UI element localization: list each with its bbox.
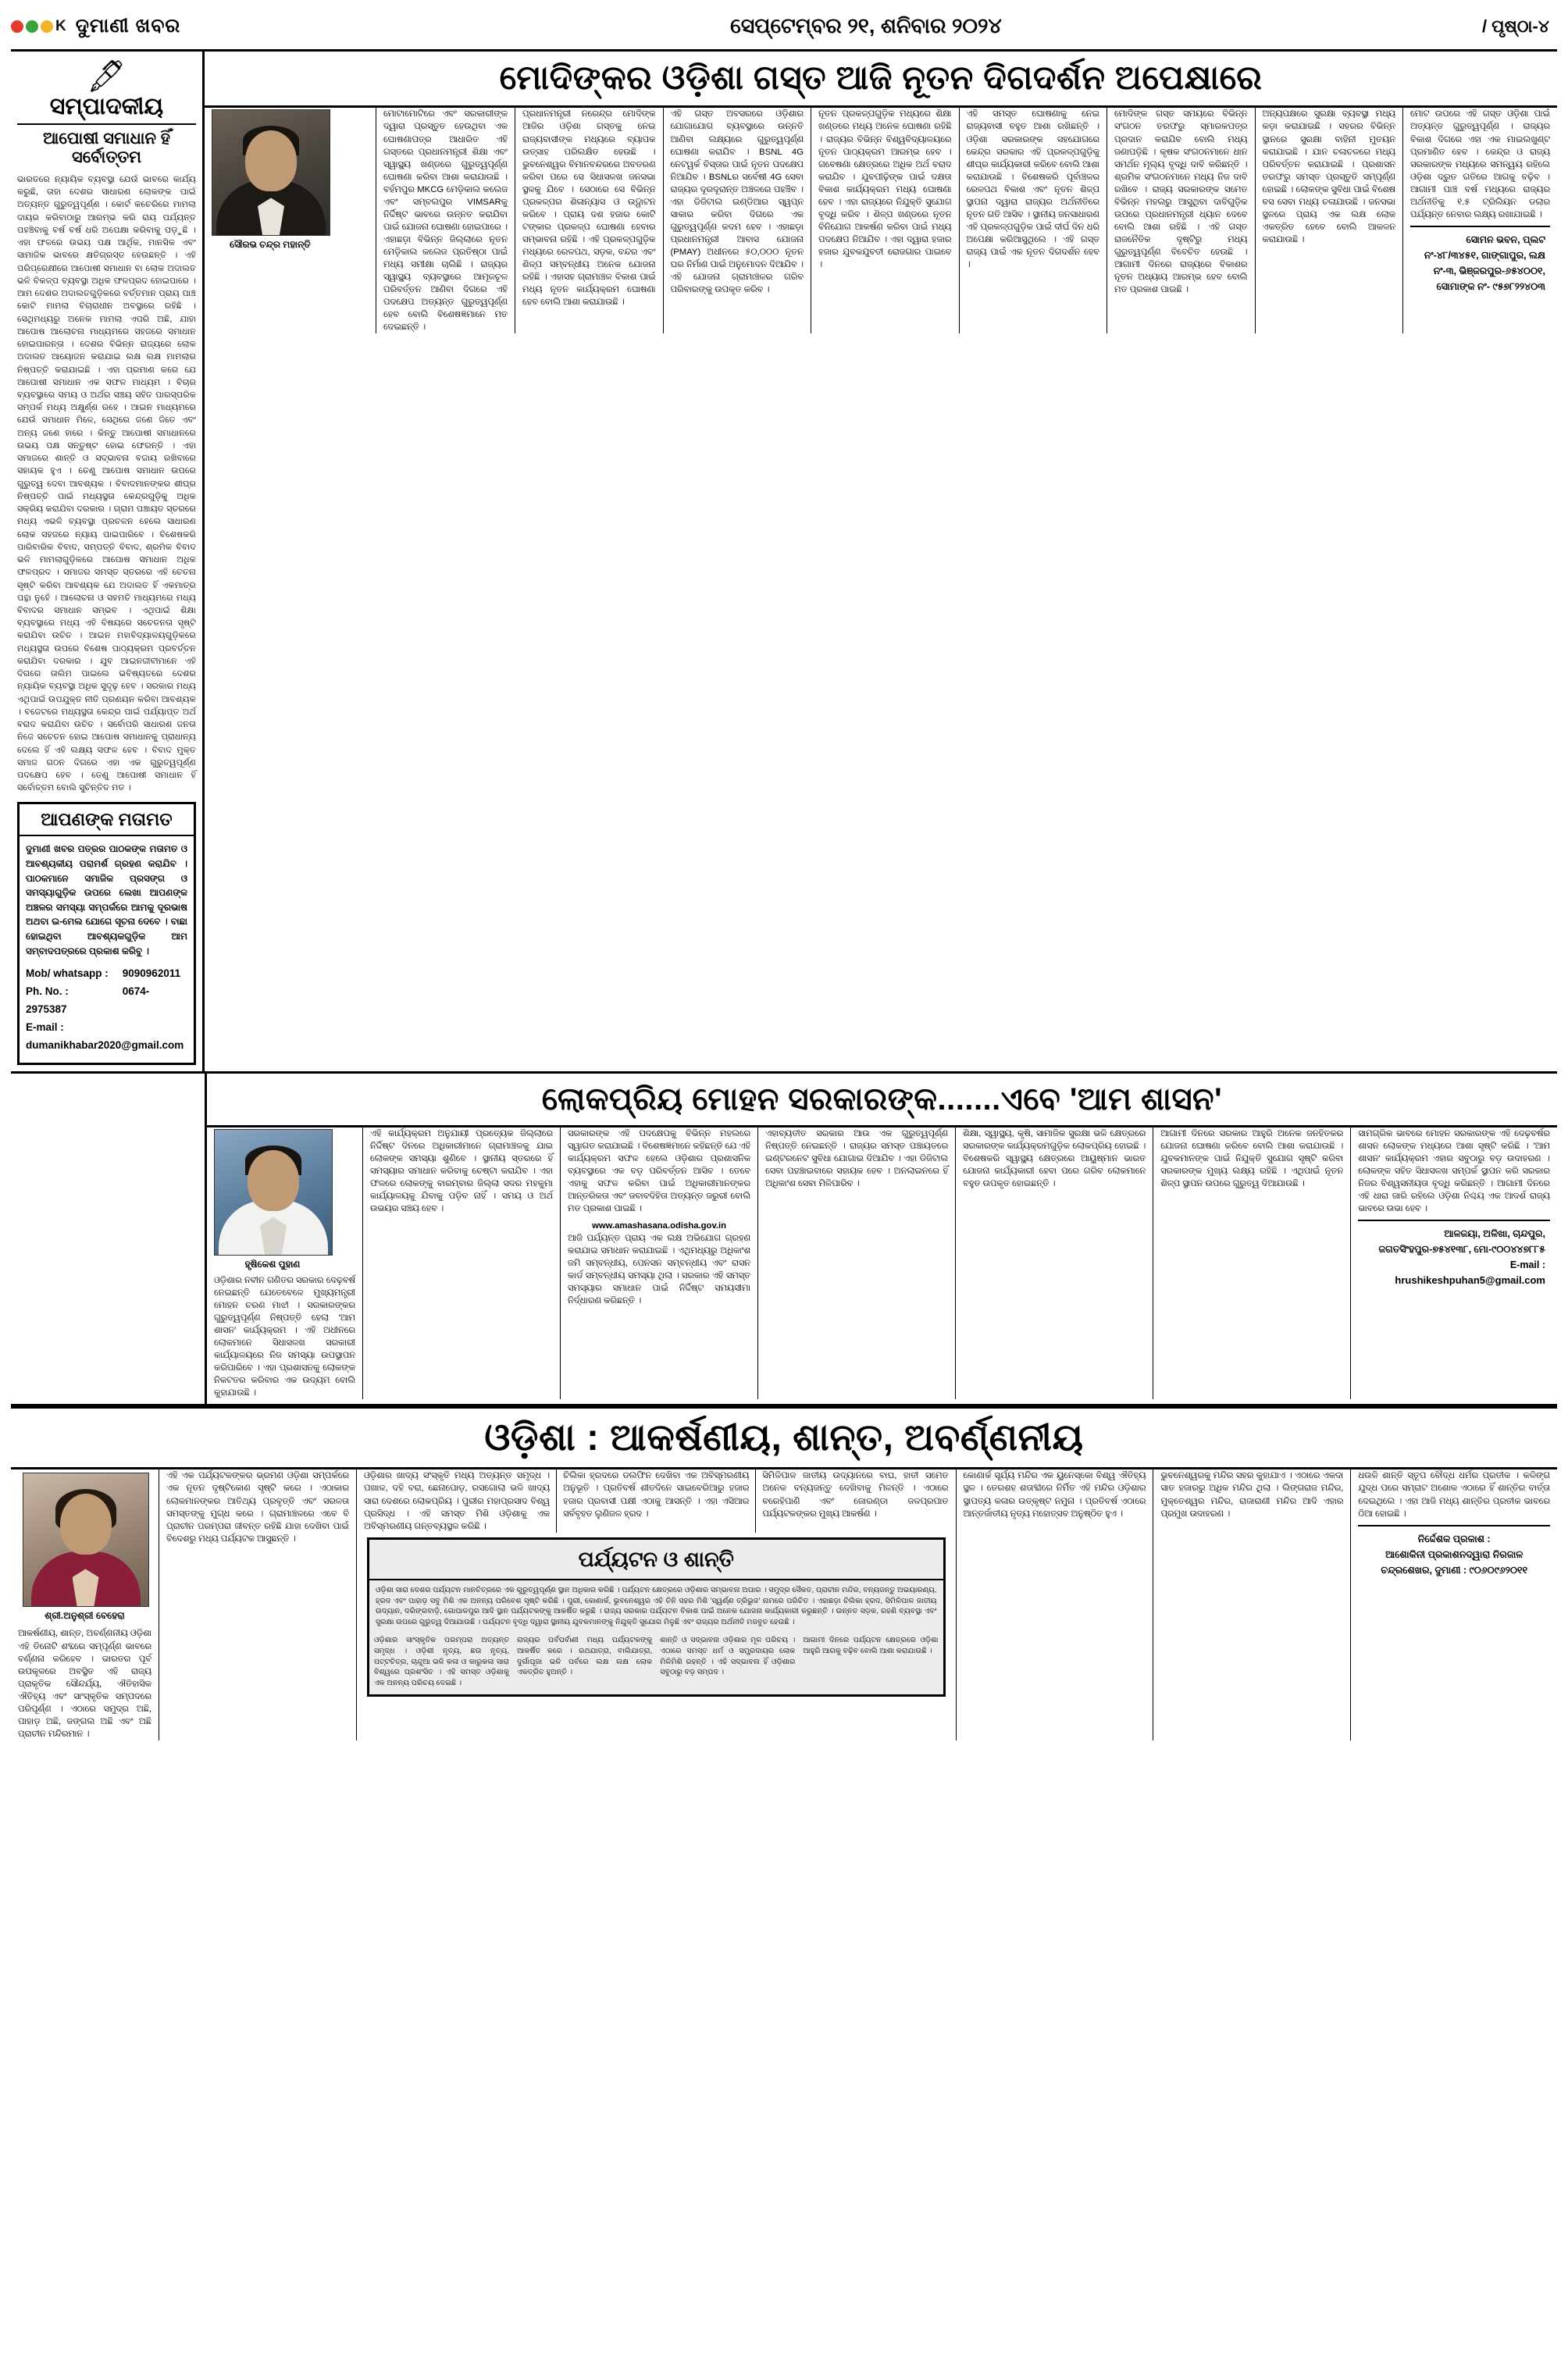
author-photo-anusree	[23, 1473, 149, 1607]
contact-row	[26, 1019, 187, 1055]
article-column: ଏହାବ୍ୟତୀତ ସରକାର ଆଉ ଏକ ଗୁରୁତ୍ୱପୂର୍ଣ୍ଣ ନିଷ୍ପତ୍ତି ନେଇଛନ୍ତି । ରାଜ୍ୟର ସମସ୍ତ ପଞ୍ଚାୟତରେ ଇଣ୍ଟରନେଟ ସୁବିଧା ଯୋଗାଇ ଦିଆଯିବ । ଏହା ଡିଜିଟାଲ ସେବା ପହଞ୍ଚାଇବାରେ ସହାୟକ ହେବ । ଅନଲାଇନରେ ହିଁ ଅଧିକାଂଶ ସେବା ମିଳିପାରିବ ।	[758, 1127, 956, 1399]
photo-caption: ହୃଷିକେଶ ପୁହାଣ	[244, 1258, 301, 1270]
article-column: ମୋଦିଙ୍କ ଗସ୍ତ ସମୟରେ ବିଭିନ୍ନ ସଂଗଠନ ତରଫରୁ ସ୍ମାରକପତ୍ର ପ୍ରଦାନ କରାଯିବ ବୋଲି ମଧ୍ୟ ଜଣାପଡ଼ିଛି । କୃଷକ ସଂଗଠନମାନେ ଧାନ ସମର୍ଥନ ମୂଲ୍ୟ ବୃଦ୍ଧି ଦାବି କରିଛନ୍ତି । ଶ୍ରମିକ ସଂଗଠନମାନେ ମଧ୍ୟ ନିଜ ଦାବି ରଖିବେ । ରାଜ୍ୟ ସରକାରଙ୍କ ସମେତ ବିଭିନ୍ନ ମହଲରୁ ଆସୁଥିବା ଦାବିଗୁଡ଼ିକ ଉପରେ ପ୍ରଧାନମନ୍ତ୍ରୀ ଧ୍ୟାନ ଦେବେ ବୋଲି ଆଶା ରହିଛି । ଏହି ଗସ୍ତ ରାଜନୈତିକ ଦୃଷ୍ଟିରୁ ମଧ୍ୟ ଗୁରୁତ୍ୱପୂର୍ଣ୍ଣ ବିବେଚିତ ହେଉଛି । ଆଗାମୀ ଦିନରେ ରାଜ୍ୟରେ ବିକାଶର ନୂତନ ଅଧ୍ୟାୟ ଆରମ୍ଭ ହେବ ବୋଲି ମତ ପ୍ରକାଶ ପାଇଛି ।	[1107, 108, 1256, 333]
article-column-group	[357, 1469, 957, 1740]
article-columns	[205, 108, 1557, 333]
author-email[interactable]: hrushikeshpuhan5@gmail.com	[1395, 1274, 1545, 1287]
contact-label: Ph. No. :	[26, 985, 69, 998]
tourism-box-column: ଓଡ଼ିଶାର ସାଂସ୍କୃତିକ ପରମ୍ପରା ଅତ୍ୟନ୍ତ ସମୃଦ୍ଧ । ଓଡ଼ିଶୀ ନୃତ୍ୟ, ଛଉ ନୃତ୍ୟ, ପଟ୍ଟଚିତ୍ର, ଚାନ୍ଦୁଆ ଭଳି କଳା ଓ କାରୁକଳା ସାରା ବିଶ୍ୱରେ ପ୍ରଶଂସିତ । ଏହି ସମସ୍ତ ଓଡ଼ିଶାକୁ ଏକ ଅନନ୍ୟ ପରିଚୟ ଦେଇଛି ।	[373, 1636, 510, 1687]
contact-label: E-mail :	[26, 1021, 64, 1034]
article-odisha	[11, 1469, 1557, 1740]
article-headline: ମୋଦିଙ୍କର ଓଡ଼ିଶା ଗସ୍ତ ଆଜି ନୂତନ ଦିଗଦର୍ଶନ ଅପେକ୍ଷାରେ	[499, 59, 1263, 97]
article-column: ସିମିଳିପାଳ ଜାତୀୟ ଉଦ୍ୟାନରେ ବାଘ, ହାତୀ ସମେତ ଅନେକ ବନ୍ୟଜନ୍ତୁ ଦେଖିବାକୁ ମିଳନ୍ତି । ଏଠାରେ ବରେହିପାଣି ଏବଂ ଜୋରଣ୍ଡା ଜଳପ୍ରପାତ ପର୍ଯ୍ୟଟକଙ୍କର ମୁଖ୍ୟ ଆକର୍ଷଣ ।	[762, 1471, 949, 1519]
article-mohan-sarkar	[207, 1074, 1557, 1404]
author-photo-block	[214, 1129, 331, 1271]
article-column: ଏହି ସମସ୍ତ ଘୋଷଣାକୁ ନେଇ ରାଜ୍ୟବାସୀ ବହୁତ ଆଶା ରଖିଛନ୍ତି । ଓଡ଼ିଶା ସରକାରଙ୍କ ସହଯୋଗରେ କେନ୍ଦ୍ର ସରକାର ଏହି ପ୍ରକଳ୍ପଗୁଡ଼ିକୁ ଶୀଘ୍ର କାର୍ଯ୍ୟକାରୀ କରିବେ ବୋଲି ଆଶା କରାଯାଉଛି । ବିଶେଷକରି ପୂର୍ବାଞ୍ଚଳର ରେଳପଥ ବିକାଶ ଏବଂ ନୂତନ ଶିଳ୍ପ ସ୍ଥାପନା ଦ୍ୱାରା ରାଜ୍ୟର ଅର୍ଥନୀତିରେ ନୂତନ ଗତି ଆସିବ । ସ୍ଥାନୀୟ ଜନସାଧାରଣ ଏହି ପ୍ରକଳ୍ପଗୁଡ଼ିକ ପାଇଁ ଦୀର୍ଘ ଦିନ ଧରି ଅପେକ୍ଷା କରିଆସୁଥିଲେ । ଏହି ଗସ୍ତ ରାଜ୍ୟ ପାଇଁ ଏକ ନୂତନ ଦିଗଦର୍ଶନ ହେବ ।	[960, 108, 1108, 333]
author-photo-block	[212, 109, 329, 251]
author-address	[1358, 1220, 1550, 1295]
contact-value[interactable]: 0674-2975387	[26, 985, 150, 1016]
article-column-text: ସାମଗ୍ରିକ ଭାବରେ ମୋହନ ସରକାରଙ୍କ ଏହି ଦେଢ଼ବର୍ଷର ଶାସନ ଲୋକଙ୍କ ମଧ୍ୟରେ ଆଶା ସୃଷ୍ଟି କରିଛି । 'ଆମ ଶାସନ' କାର୍ଯ୍ୟକ୍ରମ ଏହାର ସବୁଠାରୁ ବଡ଼ ଉଦାହରଣ । ଲୋକଙ୍କ ସହିତ ସିଧାସଳଖ ସମ୍ପର୍କ ସ୍ଥାପନ କରି ସରକାର ନିଜର ବିଶ୍ୱସନୀୟତା ବୃଦ୍ଧି କରିଛନ୍ତି । ଆଗାମୀ ଦିନରେ ଏହି ଧାରା ଜାରି ରହିଲେ ଓଡ଼ିଶା ନିଶ୍ଚୟ ଏକ ଆଦର୍ଶ ରାଜ୍ୟ ଭାବରେ ଉଭା ହେବ ।	[1358, 1128, 1550, 1214]
contact-value[interactable]: 9090962011	[122, 967, 181, 980]
editorial-column	[11, 52, 205, 1071]
article-column	[207, 1127, 363, 1399]
publisher-info	[1358, 1525, 1550, 1584]
tourism-box-column: ରାଜ୍ୟର ପର୍ବପର୍ବାଣୀ ମଧ୍ୟ ପର୍ଯ୍ୟଟକଙ୍କୁ ଆକର୍ଷିତ କରେ । ରଥଯାତ୍ରା, ବାଲିଯାତ୍ରା, ଦୁର୍ଗାପୂଜା ଭଳି ପର୍ବରେ ଲକ୍ଷ ଲକ୍ଷ ଲୋକ ଏକତ୍ରିତ ହୁଅନ୍ତି ।	[517, 1636, 653, 1677]
article-column: ଏହି କାର୍ଯ୍ୟକ୍ରମ ଅନୁଯାୟୀ ପ୍ରତ୍ୟେକ ଜିଲ୍ଲାରେ ନିର୍ଦ୍ଦିଷ୍ଟ ଦିନରେ ଅଧିକାରୀମାନେ ଗ୍ରାମାଞ୍ଚଳକୁ ଯାଇ ଲୋକଙ୍କ ସମସ୍ୟା ଶୁଣିବେ । ସ୍ଥାନୀୟ ସ୍ତରରେ ହିଁ ସମସ୍ୟାର ସମାଧାନ କରିବାକୁ ଚେଷ୍ଟା କରାଯିବ । ଏହା ଫଳରେ ଲୋକଙ୍କୁ ବାରମ୍ବାର ଜିଲ୍ଲା ସଦର ମହକୁମା କାର୍ଯ୍ୟାଳୟକୁ ଯିବାକୁ ପଡ଼ିବ ନାହିଁ । ସମୟ ଓ ଅର୍ଥ ଉଭୟର ସଞ୍ଚୟ ହେବ ।	[363, 1127, 561, 1399]
article-column	[1351, 1469, 1557, 1740]
article-column-text: ଆଜି ପର୍ଯ୍ୟନ୍ତ ପ୍ରାୟ ଏକ ଲକ୍ଷ ଅଭିଯୋଗ ଗ୍ରହଣ କରାଯାଇ ସମାଧାନ କରାଯାଇଛି । ଏଥିମଧ୍ୟରୁ ଅଧିକାଂଶ ଜମି ସମ୍ବନ୍ଧୀୟ, ପେନସନ ସମ୍ବନ୍ଧୀୟ ଏବଂ ରାସନ କାର୍ଡ ସମ୍ବନ୍ଧୀୟ ସମସ୍ୟା ଥିଲା । ସରକାର ଏହି ସମସ୍ତ ସମସ୍ୟାର ସମାଧାନ ପାଇଁ ନିର୍ଦ୍ଦିଷ୍ଟ ସମୟସୀମା ନିର୍ଦ୍ଧାରଣ କରିଛନ୍ତି ।	[568, 1234, 751, 1306]
author-photo-block	[23, 1473, 148, 1623]
article-column: ଏହି ଏକ ପର୍ଯ୍ୟଟକଙ୍କର ଭ୍ରମଣ ଓଡ଼ିଶା ସମ୍ପର୍କରେ ଏକ ନୂତନ ଦୃଷ୍ଟିକୋଣ ସୃଷ୍ଟି କରେ । ଏଠାକାର ଲୋକମାନଙ୍କର ଆତିଥ୍ୟ ପ୍ରବୃତ୍ତି ଏବଂ ସରଳତା ସମସ୍ତଙ୍କୁ ମୁଗ୍ଧ କରେ । ଗ୍ରାମାଞ୍ଚଳରେ ଏବେ ବି ପ୍ରାଚୀନ ପରମ୍ପରା ଜୀବନ୍ତ ରହିଛି ଯାହା ଦେଖିବା ପାଇଁ ବିଦେଶରୁ ମଧ୍ୟ ପର୍ଯ୍ୟଟକ ଆସୁଛନ୍ତି ।	[159, 1469, 357, 1740]
photo-caption: ଶ୍ରୀ.ଅନୁଶ୍ରୀ ବେହେରା	[45, 1610, 125, 1622]
article-column: ପ୍ରଧାନମନ୍ତ୍ରୀ ନରେନ୍ଦ୍ର ମୋଦିଙ୍କ ଆଜିର ଓଡ଼ିଶା ଗସ୍ତକୁ ନେଇ ରାଜ୍ୟବାସୀଙ୍କ ମଧ୍ୟରେ ବ୍ୟାପକ ଉତ୍ସାହ ପରିଲକ୍ଷିତ ହେଉଛି । ଭୁବନେଶ୍ୱର ବିମାନବନ୍ଦରରେ ଅବତରଣ କରିବା ପରେ ସେ ସିଧାସଳଖ ଜନସଭା ସ୍ଥଳକୁ ଯିବେ । ସେଠାରେ ସେ ବିଭିନ୍ନ ପ୍ରକଳ୍ପର ଶିଳାନ୍ୟାସ ଓ ଉଦ୍ଘାଟନ କରିବେ । ପ୍ରାୟ ଦଶ ହଜାର କୋଟି ଟଙ୍କାର ପ୍ରକଳ୍ପ ଘୋଷଣା ହେବାର ସମ୍ଭାବନା ରହିଛି । ଏହି ପ୍ରକଳ୍ପଗୁଡ଼ିକ ମଧ୍ୟରେ ରେଳପଥ, ସଡ଼କ, ବନ୍ଦର ଏବଂ ଶିଳ୍ପ ସମ୍ବନ୍ଧୀୟ ଅନେକ ଯୋଜନା ରହିଛି । ଏହାସହ ଗ୍ରାମାଞ୍ଚଳ ବିକାଶ ପାଇଁ ମଧ୍ୟ ନୂତନ କାର୍ଯ୍ୟକ୍ରମ ଘୋଷଣା ହେବ ବୋଲି ଆଶା କରାଯାଉଛି ।	[515, 108, 664, 333]
article-column-text: ଓଡ଼ିଶାର ନବୀନ ଗଣିତର ସରକାର ଦେଢ଼ବର୍ଷ ନେଇଛନ୍ତି ଯେତେବେଳେ ମୁଖ୍ୟମନ୍ତ୍ରୀ ମୋହନ ଚରଣ ମାଝୀ । ସରକାରଙ୍କର ଗୁରୁତ୍ୱପୂର୍ଣ୍ଣ ନିଷ୍ପତ୍ତି ହେଲା 'ଆମ ଶାସନ' କାର୍ଯ୍ୟକ୍ରମ । ଏହି ଅଧୀନରେ ଲୋକମାନେ ସିଧାସଳଖ ସରକାରୀ କାର୍ଯ୍ୟାଳୟରେ ନିଜ ସମସ୍ୟା ଉପସ୍ଥାପନ କରିପାରିବେ । ଏହା ପ୍ରଶାସନକୁ ଲୋକଙ୍କ ନିକଟତର କରିବାର ଏକ ଉଦ୍ୟମ ବୋଲି କୁହାଯାଉଛି ।	[214, 1275, 355, 1398]
tourism-box-title: ପର୍ଯ୍ୟଟନ ଓ ଶାନ୍ତି	[369, 1540, 943, 1580]
article-column: ଚିଲିକା ହ୍ରଦରେ ଡଲଫିନ ଦେଖିବା ଏକ ଅବିସ୍ମରଣୀୟ ଅନୁଭୂତି । ପ୍ରତିବର୍ଷ ଶୀତଦିନେ ସାଇବେରିଆରୁ ହଜାର ହଜାର ପ୍ରବାସୀ ପକ୍ଷୀ ଏଠାକୁ ଆସନ୍ତି । ଏହା ଏସିଆର ସର୍ବବୃହତ ଲୁଣିଜଳ ହ୍ରଦ ।	[557, 1469, 756, 1532]
article-columns	[207, 1127, 1557, 1399]
author-photo-hrushikesh	[214, 1129, 333, 1256]
article-column	[11, 1469, 159, 1740]
article-headline: ଲୋକପ୍ରିୟ ମୋହନ ସରକାରଙ୍କ.......ଏବେ 'ଆମ ଶାସନ'	[541, 1081, 1223, 1117]
author-address-text: ଆଳଜୟା, ଅଳିଖା, ଚାନ୍ଦପୁର, ଜଗତସିଂହପୁର-୭୫୪୧୩୮, ମୋ-୯୦୦୪୪୭୮୮୫	[1378, 1228, 1545, 1256]
editorial-subtitle: ଆପୋଷୀ ସମାଧାନ ହିଁ ସର୍ବୋତ୍ତମ	[43, 130, 170, 166]
tourism-box-column: ଶାନ୍ତି ଓ ସଦ୍ଭାବନା ଓଡ଼ିଶାର ମୂଳ ପରିଚୟ । ଏଠାରେ ସମସ୍ତ ଧର୍ମ ଓ ସମ୍ପ୍ରଦାୟର ଲୋକ ମିଳିମିଶି ରହନ୍ତି । ଏହି ସଦ୍ଭାବନା ହିଁ ଓଡ଼ିଶାର ସବୁଠାରୁ ବଡ଼ ସମ୍ପଦ ।	[660, 1636, 796, 1677]
website-link[interactable]: www.amashasana.odisha.gov.in	[592, 1221, 727, 1231]
section-bottom	[11, 1406, 1557, 1740]
section-middle-left-gutter	[11, 1074, 207, 1404]
editorial-title: ସମ୍ପାଦକୀୟ	[17, 94, 196, 125]
email-label: E-mail :	[1509, 1259, 1545, 1271]
publisher-name: ଆଶୋକିନୀ ପ୍ରକାଶନଦ୍ୱାରା ନିରଜାଳ ଚନ୍ଦ୍ରଶେଖର, ଦୁମାଣୀ : ୯୦୬୦୯୬୨୦୧୧	[1381, 1548, 1528, 1576]
article-column-text: ସରକାରଙ୍କ ଏହି ପଦକ୍ଷେପକୁ ବିଭିନ୍ନ ମହଲରେ ସ୍ୱାଗତ କରାଯାଇଛି । ବିଶେଷଜ୍ଞମାନେ କହିଛନ୍ତି ଯେ ଏହି କାର୍ଯ୍ୟକ୍ରମ ସଫଳ ହେଲେ ଓଡ଼ିଶାର ପ୍ରଶାସନିକ ବ୍ୟବସ୍ଥାରେ ଏକ ବଡ଼ ପରିବର୍ତ୍ତନ ଆସିବ । ତେବେ ଏହାକୁ ସଫଳ କରିବା ପାଇଁ ଅଧିକାରୀମାନଙ୍କର ଆନ୍ତରିକତା ଏବଂ ଜବାବଦିହିତା ଅତ୍ୟନ୍ତ ଜରୁରୀ ବୋଲି ମତ ପ୍ରକାଶ ପାଇଛି ।	[568, 1128, 751, 1214]
article-headline: ଓଡ଼ିଶା : ଆକର୍ଷଣୀୟ, ଶାନ୍ତ, ଅବର୍ଣ୍ଣନୀୟ	[484, 1417, 1084, 1459]
paper-name: ଦୁମାଣୀ ଖବର	[75, 15, 181, 37]
tourism-box-body: ଓଡ଼ିଶା ସାରା ଦେଶର ପର୍ଯ୍ୟଟନ ମାନଚିତ୍ରରେ ଏକ ଗୁରୁତ୍ୱପୂର୍ଣ୍ଣ ସ୍ଥାନ ଅଧିକାର କରିଛି । ପର୍ଯ୍ୟଟନ କ୍ଷେତ୍ରରେ ଓଡ଼ିଶାର ସମ୍ଭାବନା ଅପାର । ସମୁଦ୍ର ସୈକତ, ପ୍ରାଚୀନ ମନ୍ଦିର, ବନ୍ୟଜନ୍ତୁ ଅଭୟାରଣ୍ୟ, ହ୍ରଦ ଏବଂ ପାହାଡ଼ ସବୁ ମିଶି ଏକ ଅନନ୍ୟ ପରିବେଶ ସୃଷ୍ଟି କରିଛି । ପୁରୀ, କୋଣାର୍କ, ଭୁବନେଶ୍ୱର ଏହି ତିନି ସହର ମିଶି 'ସ୍ୱର୍ଣ୍ଣ ତ୍ରିଭୁଜ' ନାମରେ ପରିଚିତ । ଏହାଛଡ଼ା ଚିଲିକା ହ୍ରଦ, ସିମିଳିପାଳ ଜାତୀୟ ଉଦ୍ୟାନ, ଦରିଙ୍ଗବାଡ଼ି, ଗୋପାଳପୁର ଆଦି ସ୍ଥାନ ପର୍ଯ୍ୟଟକଙ୍କୁ ଆକର୍ଷିତ କରୁଛି । ରାଜ୍ୟ ସରକାର ପର୍ଯ୍ୟଟନ ବିକାଶ ପାଇଁ ଅନେକ ଯୋଜନା କାର୍ଯ୍ୟକାରୀ କରୁଛନ୍ତି । ଉନ୍ନତ ସଡ଼କ, ରହଣି ବ୍ୟବସ୍ଥା ଏବଂ ସୁରକ୍ଷା ଉପରେ ଗୁରୁତ୍ୱ ଦିଆଯାଉଛି । ପର୍ଯ୍ୟଟନ ବୃଦ୍ଧି ଦ୍ୱାରା ସ୍ଥାନୀୟ ଯୁବକମାନଙ୍କୁ ନିଯୁକ୍ତି ସୁଯୋଗ ମିଳୁଛି ଏବଂ ରାଜ୍ୟର ଅର୍ଥନୀତି ମଜବୁତ ହେଉଛି ।	[375, 1585, 937, 1626]
section-middle	[11, 1074, 1557, 1406]
masthead-left	[11, 15, 417, 37]
contact-value[interactable]: dumanikhabar2020@gmail.com	[26, 1038, 184, 1051]
tourism-sidebar-box	[367, 1537, 946, 1697]
opinion-body: ଦୁମାଣୀ ଖବର ପତ୍ରର ପାଠକଙ୍କ ମତାମତ ଓ ଆବଶ୍ୟକୀୟ ପରାମର୍ଶ ଗ୍ରହଣ କରାଯିବ । ପାଠକମାନେ ସମାଜିକ ପ୍ରସଙ୍ଗ ଓ ସମସ୍ୟାଗୁଡ଼ିକ ଉପରେ ଲେଖା ଆପଣଙ୍କ ଅଞ୍ଚଳର ସମସ୍ୟା ସମ୍ପର୍କରେ ଆମକୁ ଦୂରଭାଷ ଅଥବା ଇ-ମେଲ ଯୋଗେ ସୂଚନା ଦେବେ । ବାଛା ହୋଇଥିବା ଆବଶ୍ୟକଗୁଡ଼ିକ ଆମ ସମ୍ବାଦପତ୍ରରେ ପ୍ରକାଶ କରିବୁ ।	[26, 843, 187, 956]
contact-row	[26, 983, 187, 1019]
article-column-text: ଆକର୍ଷଣୀୟ, ଶାନ୍ତ, ଅବର୍ଣ୍ଣନୀୟ ଓଡ଼ିଶା ଏହି ତିନୋଟି ଶବ୍ଦରେ ସମ୍ପୂର୍ଣ୍ଣ ଭାବରେ ବର୍ଣ୍ଣନା କରିହେବ । ଭାରତର ପୂର୍ବ ଉପକୂଳରେ ଅବସ୍ଥିତ ଏହି ରାଜ୍ୟ ପ୍ରାକୃତିକ ସୌନ୍ଦର୍ଯ୍ୟ, ଐତିହାସିକ ଐତିହ୍ୟ ଏବଂ ସାଂସ୍କୃତିକ ସମ୍ପଦରେ ପରିପୂର୍ଣ୍ଣ । ଏଠାରେ ସମୁଦ୍ର ଅଛି, ପାହାଡ଼ ଅଛି, ଜଙ୍ଗଲ ଅଛି ଏବଂ ଅଛି ପ୍ରାଚୀନ ମନ୍ଦିରମାନ ।	[18, 1629, 151, 1739]
masthead	[11, 8, 1557, 52]
section-top	[11, 52, 1557, 1074]
article-column	[561, 1127, 758, 1399]
article-column-text: ଧଉଳି ଶାନ୍ତି ସ୍ତୂପ ବୌଦ୍ଧ ଧର୍ମର ପ୍ରତୀକ । କଳିଙ୍ଗ ଯୁଦ୍ଧ ପରେ ସମ୍ରାଟ ଅଶୋକ ଏଠାରେ ହିଁ ଶାନ୍ତିର ବାର୍ତ୍ତା ଦେଇଥିଲେ । ଏହା ଆଜି ମଧ୍ୟ ଶାନ୍ତିର ପ୍ରତୀକ ଭାବରେ ଠିଆ ହୋଇଛି ।	[1358, 1471, 1551, 1519]
article-column: ମୋଟାମୋଟିରେ ଏବଂ ସରକାରୀଙ୍କ ଦ୍ୱାରା ପ୍ରସ୍ତୁତ ହେଉଥିବା ଏକ ଘୋଷଣାପତ୍ର ଆଧାରିତ ଏହି ଗସ୍ତରେ ପ୍ରଧାନମନ୍ତ୍ରୀ ଶିକ୍ଷା ଏବଂ ସ୍ୱାସ୍ଥ୍ୟ ଖଣ୍ଡରେ ଗୁରୁତ୍ୱପୂର୍ଣ୍ଣ ଘୋଷଣା କରିବା ଆଶା କରାଯାଉଛି । ବର୍ହମପୁର MKCG ମେଡ଼ିକାଲ କଲେଜ ଏବଂ ସମ୍ବଲପୁର VIMSARକୁ ନିର୍ଦ୍ଦିଷ୍ଟ ଭାବରେ ଉନ୍ନତ କରାଯିବା ପାଇଁ ଯୋଜନା ଘୋଷଣା ହୋଇପାରେ । ଏହାଛଡ଼ା ବିଭିନ୍ନ ଜିଲ୍ଲାରେ ନୂତନ ମେଡ଼ିକାଲ କଲେଜ ପ୍ରତିଷ୍ଠା ପାଇଁ ମଧ୍ୟ ସମୀକ୍ଷା ଚାଲିଛି । ରାଜ୍ୟର ସ୍ୱାସ୍ଥ୍ୟ ବ୍ୟବସ୍ଥାରେ ଆମୂଳଚୂଳ ପରିବର୍ତ୍ତନ ଆଣିବା ଦିଗରେ ଏହି ପଦକ୍ଷେପ ଅତ୍ୟନ୍ତ ଗୁରୁତ୍ୱପୂର୍ଣ୍ଣ ହେବ ବୋଲି ବିଶେଷଜ୍ଞମାନେ ମତ ଦେଇଛନ୍ତି ।	[376, 108, 515, 333]
author-address: ସୋମନ ଭବନ, ପ୍ଲଟ ନଂ-୪୮/୩୪୫୧, ଗାଙ୍ଗାପୁର, ଲକ୍ଷ ନଂ-୩, ଭିଞ୍ଜରପୁର-୬୫୪୦୦୧, ସୋମାଙ୍କ ନଂ- ୯୫୭୮୨୨୪୦୩	[1410, 226, 1550, 301]
article-column: ଶିକ୍ଷା, ସ୍ୱାସ୍ଥ୍ୟ, କୃଷି, ସାମାଜିକ ସୁରକ୍ଷା ଭଳି କ୍ଷେତ୍ରରେ ସରକାରଙ୍କ କାର୍ଯ୍ୟକ୍ରମଗୁଡ଼ିକ ଲୋକପ୍ରିୟ ହୋଇଛି । ବିଶେଷକରି ସ୍ୱାସ୍ଥ୍ୟ କ୍ଷେତ୍ରରେ ଆୟୁଷ୍ମାନ ଭାରତ ଯୋଜନା କାର୍ଯ୍ୟକାରୀ ହେବା ପରେ ଗରିବ ଲୋକମାନେ ବହୁତ ଉପକୃତ ହୋଇଛନ୍ତି ।	[956, 1127, 1153, 1399]
article-column: ନୂତନ ପ୍ରକଳ୍ପଗୁଡ଼ିକ ମଧ୍ୟରେ ଶିକ୍ଷା ଖଣ୍ଡରେ ମଧ୍ୟ ଅନେକ ଘୋଷଣା ରହିଛି । ରାଜ୍ୟର ବିଭିନ୍ନ ବିଶ୍ୱବିଦ୍ୟାଳୟରେ ନୂତନ ପାଠ୍ୟକ୍ରମ ଆରମ୍ଭ ହେବ । ଗବେଷଣା କ୍ଷେତ୍ରରେ ଅଧିକ ଅର୍ଥ ବରାଦ କରାଯିବ । ଯୁବପୀଢ଼ିଙ୍କ ପାଇଁ ଦକ୍ଷତା ବିକାଶ କାର୍ଯ୍ୟକ୍ରମ ମଧ୍ୟ ଘୋଷଣା ହେବ । ଏହା ରାଜ୍ୟରେ ନିଯୁକ୍ତି ସୁଯୋଗ ବୃଦ୍ଧି କରିବ । ଶିଳ୍ପ ଖଣ୍ଡରେ ନୂତନ ବିନିଯୋଗ ଆକର୍ଷଣ କରିବା ପାଇଁ ମଧ୍ୟ ପଦକ୍ଷେପ ନିଆଯିବ । ଏହା ଦ୍ୱାରା ହଜାର ହଜାର ଯୁବକଯୁବତୀ ରୋଜଗାର ପାଇବେ ।	[811, 108, 960, 333]
author-photo-saurav	[212, 109, 330, 236]
publisher-label: ନିର୍ଦ୍ଦେଶକ ପ୍ରକାଶ :	[1417, 1533, 1491, 1544]
editorial-body: ଭାରତରେ ନ୍ୟାୟିକ ବ୍ୟବସ୍ଥା ଯେଉଁ ଭାବରେ କାର୍ଯ୍ୟ କରୁଛି, ତାହା ଦେଶର ସାଧାରଣ ଲୋକଙ୍କ ପାଇଁ ଅତ୍ୟନ୍ତ ଗୁରୁତ୍ୱପୂର୍ଣ୍ଣ । କୋର୍ଟ କଚେରିରେ ମାମଲା ଦାୟର କରିବାଠାରୁ ଆରମ୍ଭ କରି ରାୟ ପର୍ଯ୍ୟନ୍ତ ପହଞ୍ଚିବାକୁ ବର୍ଷ ବର୍ଷ ଧରି ଅପେକ୍ଷା କରିବାକୁ ପଡ଼ୁଛି । ଏହା ଫଳରେ ଉଭୟ ପକ୍ଷ ଆର୍ଥିକ, ମାନସିକ ଏବଂ ସାମାଜିକ ଭାବରେ କ୍ଷତିଗ୍ରସ୍ତ ହେଉଛନ୍ତି । ଏହି ପରିପ୍ରେକ୍ଷୀରେ ଆପୋଷୀ ସମାଧାନ ବା ଲୋକ ଅଦାଲତ ଭଳି ବିକଳ୍ପ ବ୍ୟବସ୍ଥା ଅଧିକ ଫଳପ୍ରଦ ହୋଇପାରେ । ଆମ ଦେଶର ଅଦାଲତଗୁଡ଼ିକରେ ବର୍ତ୍ତମାନ ପ୍ରାୟ ପାଞ୍ଚ କୋଟି ମାମଲା ବିଚାରାଧୀନ ଅବସ୍ଥାରେ ରହିଛି । ସେଥିମଧ୍ୟରୁ ଅନେକ ମାମଲା ଏପରି ଅଛି, ଯାହା ଆପୋଷ ଆଲୋଚନା ମାଧ୍ୟମରେ ସହଜରେ ସମାଧାନ ହୋଇପାରନ୍ତା । ଦେଶର ବିଭିନ୍ନ ରାଜ୍ୟରେ ଲୋକ ଅଦାଲତ ଆୟୋଜନ କରାଯାଇ ଲକ୍ଷ ଲକ୍ଷ ମାମଲାର ନିଷ୍ପତ୍ତି କରାଯାଇଛି । ଏହା ପ୍ରମାଣ କରେ ଯେ ଆପୋଷୀ ସମାଧାନ ଏକ ସଫଳ ମାଧ୍ୟମ । ବିଚାର ବ୍ୟବସ୍ଥାରେ ସମୟ ଓ ଅର୍ଥର ସଞ୍ଚୟ ସହିତ ପାରସ୍ପରିକ ସମ୍ପର୍କ ମଧ୍ୟ ଅକ୍ଷୁର୍ଣ୍ଣ ରହେ । ଆଇନ ମାଧ୍ୟମରେ ଯେଉଁ ସମାଧାନ ମିଳେ, ସେଥିରେ ଜଣେ ଜିତେ ଏବଂ ଅନ୍ୟ ଜଣେ ହାରେ । କିନ୍ତୁ ଆପୋଷୀ ସମାଧାନରେ ଉଭୟ ପକ୍ଷ ସନ୍ତୁଷ୍ଟ ହୋଇ ଫେରନ୍ତି । ଏହା ସମାଜରେ ଶାନ୍ତି ଓ ସଦ୍ଭାବନା ବଜାୟ ରଖିବାରେ ସହାୟକ ହୁଏ । ତେଣୁ ଆପୋଷ ସମାଧାନ ଉପରେ ଗୁରୁତ୍ୱ ଦେବା ଆବଶ୍ୟକ । ବିବାଦମାନଙ୍କର ଶୀଘ୍ର ନିଷ୍ପତ୍ତି ପାଇଁ ମଧ୍ୟସ୍ଥତା କେନ୍ଦ୍ରଗୁଡ଼ିକୁ ଅଧିକ ସକ୍ରିୟ କରାଯିବା ଦରକାର । ଗ୍ରାମ ପଞ୍ଚାୟତ ସ୍ତରରେ ମଧ୍ୟ ଏଭଳି ବ୍ୟବସ୍ଥା ପ୍ରଚଳନ ହେଲେ ସାଧାରଣ ଲୋକ ସହଜରେ ନ୍ୟାୟ ପାଇପାରିବେ । ବିଶେଷକରି ପାରିବାରିକ ବିବାଦ, ସମ୍ପତ୍ତି ବିବାଦ, ଶ୍ରମିକ ବିବାଦ ଭଳି ମାମଲାଗୁଡ଼ିକରେ ଆପୋଷ ସମାଧାନ ଅଧିକ ଫଳପ୍ରଦ । ସମାଜର ସମସ୍ତ ସ୍ତରରେ ଏହି ଚେତନା ସୃଷ୍ଟି କରିବା ଆବଶ୍ୟକ ଯେ ଅଦାଲତ ହିଁ ଏକମାତ୍ର ପନ୍ଥା ନୁହେଁ । ଆଲୋଚନା ଓ ସହମତି ମାଧ୍ୟମରେ ମଧ୍ୟ ବିବାଦର ସମାଧାନ ସମ୍ଭବ । ଏଥିପାଇଁ ଶିକ୍ଷା ବ୍ୟବସ୍ଥାରେ ମଧ୍ୟ ଏହି ବିଷୟରେ ସଚେତନତା ସୃଷ୍ଟି କରାଯିବା ଉଚିତ । ଆଇନ ମହାବିଦ୍ୟାଳୟଗୁଡ଼ିକରେ ମଧ୍ୟସ୍ଥତା ଉପରେ ବିଶେଷ ପାଠ୍ୟକ୍ରମ ପ୍ରବର୍ତ୍ତନ କରାଯିବା ଦରକାର । ଯୁବ ଆଇନଜୀବୀମାନେ ଏହି ଦିଗରେ ତାଲିମ ପାଇଲେ ଭବିଷ୍ୟତରେ ଦେଶର ନ୍ୟାୟିକ ବ୍ୟବସ୍ଥା ଅଧିକ ସୁଦୃଢ଼ ହେବ । ସରକାର ମଧ୍ୟ ଏଥିପାଇଁ ଉପଯୁକ୍ତ ନୀତି ପ୍ରଣୟନ କରିବା ଆବଶ୍ୟକ । ବଜେଟରେ ମଧ୍ୟସ୍ଥତା କେନ୍ଦ୍ର ପାଇଁ ପର୍ଯ୍ୟାପ୍ତ ଅର୍ଥ ବରାଦ କରାଯିବା ଉଚିତ । ସର୍ବୋପରି ସାଧାରଣ ଜନତା ନିଜେ ସଚେତନ ହୋଇ ଆପୋଷ ସମାଧାନକୁ ପ୍ରାଧାନ୍ୟ ଦେଲେ ହିଁ ଏହି ଲକ୍ଷ୍ୟ ସଫଳ ହେବ । ବିବାଦ ମୁକ୍ତ ସମାଜ ଗଠନ ଦିଗରେ ଏହା ଏକ ଗୁରୁତ୍ୱପୂର୍ଣ୍ଣ ପଦକ୍ଷେପ ହେବ । ତେଣୁ ଆପୋଷୀ ସମାଧାନ ହିଁ ସର୍ବୋତ୍ତମ ବୋଲି ସୁଚିନ୍ତିତ ମତ ।	[17, 175, 196, 793]
article-modi	[205, 52, 1557, 1071]
quill-pen-icon: 🖋	[87, 59, 127, 94]
article-column: ଏହି ଗସ୍ତ ଅବସରରେ ଓଡ଼ିଶାର ଯୋଗାଯୋଗ ବ୍ୟବସ୍ଥାରେ ଉନ୍ନତି ଆଣିବା ଲକ୍ଷ୍ୟରେ ଗୁରୁତ୍ୱପୂର୍ଣ୍ଣ ଘୋଷଣା କରାଯିବ । BSNL 4G ନେଟୱର୍କ ବିସ୍ତାର ପାଇଁ ନୂତନ ପଦକ୍ଷେପ ନିଆଯିବ । BSNLର ସର୍ବେଷୀ 4G ସେବା ରାଜ୍ୟର ଦୂରଦୂରାନ୍ତ ଅଞ୍ଚଳରେ ପହଞ୍ଚିବ । ଏହା ଡିଜିଟାଲ ଇଣ୍ଡିଆର ସ୍ୱପ୍ନ ସାକାର କରିବା ଦିଗରେ ଏକ ଗୁରୁତ୍ୱପୂର୍ଣ୍ଣ କଦମ ହେବ । ଏହାଛଡ଼ା ପ୍ରଧାନମନ୍ତ୍ରୀ ଆବାସ ଯୋଜନା (PMAY) ଅଧୀନରେ ୫୦,୦୦୦ ନୂତନ ଘର ନିର୍ମାଣ ପାଇଁ ଅନୁମୋଦନ ଦିଆଯିବ । ଏହି ଯୋଜନା ଗ୍ରାମାଞ୍ଚଳର ଗରିବ ପରିବାରଙ୍କୁ ଉପକୃତ କରିବ ।	[664, 108, 812, 333]
opinion-title: ଆପଣଙ୍କ ମତାମତ	[20, 804, 194, 836]
article-column: ଭୁବନେଶ୍ୱରକୁ ମନ୍ଦିର ସହର କୁହାଯାଏ । ଏଠାରେ ଏକଦା ସାତ ହଜାରରୁ ଅଧିକ ମନ୍ଦିର ଥିଲା । ଲିଙ୍ଗରାଜ ମନ୍ଦିର, ମୁକ୍ତେଶ୍ୱର ମନ୍ଦିର, ରାଜାରାଣୀ ମନ୍ଦିର ଆଦି ଏହାର ପ୍ରମୁଖ ଉଦାହରଣ ।	[1153, 1469, 1351, 1740]
contact-row	[26, 965, 187, 983]
article-column	[1351, 1127, 1557, 1399]
logo-icon	[11, 18, 66, 35]
opinion-contacts	[20, 964, 194, 1063]
article-column-text: ମୋଟ ଉପରେ ଏହି ଗସ୍ତ ଓଡ଼ିଶା ପାଇଁ ଅତ୍ୟନ୍ତ ଗୁରୁତ୍ୱପୂର୍ଣ୍ଣ । ରାଜ୍ୟର ବିକାଶ ଦିଗରେ ଏହା ଏକ ମାଇଲଖୁଣ୍ଟ ପ୍ରମାଣିତ ହେବ । କେନ୍ଦ୍ର ଓ ରାଜ୍ୟ ସରକାରଙ୍କ ମଧ୍ୟରେ ସମନ୍ୱୟ ରହିଲେ ଓଡ଼ିଶା ଦ୍ରୁତ ଗତିରେ ଆଗକୁ ବଢ଼ିବ । ଆଗାମୀ ପାଞ୍ଚ ବର୍ଷ ମଧ୍ୟରେ ରାଜ୍ୟର ଅର୍ଥନୀତିକୁ ୧.୫ ଟ୍ରିଲିୟନ ଡଲାର ପର୍ଯ୍ୟନ୍ତ ନେବାର ଲକ୍ଷ୍ୟ ରଖାଯାଇଛି ।	[1410, 109, 1551, 219]
article-column: ଓଡ଼ିଶାର ଖାଦ୍ୟ ସଂସ୍କୃତି ମଧ୍ୟ ଅତ୍ୟନ୍ତ ସମୃଦ୍ଧ । ପଖାଳ, ଦହି ବରା, ଛେନାପୋଡ଼, ରସଗୋଲା ଭଳି ଖାଦ୍ୟ ସାରା ଦେଶରେ ଲୋକପ୍ରିୟ । ପୁରୀର ମହାପ୍ରସାଦ ବିଶ୍ୱ ପ୍ରସିଦ୍ଧ । ଏହି ସମସ୍ତ ମିଶି ଓଡ଼ିଶାକୁ ଏକ ଅବିସ୍ମରଣୀୟ ଗନ୍ତବ୍ୟସ୍ଥଳ କରିଛି ।	[364, 1469, 557, 1532]
page-number: / ପୃଷ୍ଠା-୪	[1481, 16, 1549, 36]
article-column: କୋଣାର୍କ ସୂର୍ଯ୍ୟ ମନ୍ଦିର ଏକ ୟୁନେସ୍କୋ ବିଶ୍ୱ ଐତିହ୍ୟ ସ୍ଥଳ । ତେରଶହ ଶତାବ୍ଦୀରେ ନିର୍ମିତ ଏହି ମନ୍ଦିର ଓଡ଼ିଶାର ସ୍ଥାପତ୍ୟ କଳାର ଉତ୍କୃଷ୍ଟ ନମୁନା । ପ୍ରତିବର୍ଷ ଏଠାରେ ଆନ୍ତର୍ଜାତୀୟ ନୃତ୍ୟ ମହୋତ୍ସବ ଅନୁଷ୍ଠିତ ହୁଏ ।	[957, 1469, 1154, 1740]
reader-opinion-box	[17, 802, 196, 1064]
article-column	[205, 108, 376, 333]
article-column	[1403, 108, 1557, 333]
tourism-box-column: ଆଗାମୀ ଦିନରେ ପର୍ଯ୍ୟଟନ କ୍ଷେତ୍ରରେ ଓଡ଼ିଶା ଆହୁରି ଆଗକୁ ବଢ଼ିବ ବୋଲି ଆଶା କରାଯାଉଛି ।	[803, 1636, 939, 1655]
photo-caption: ସୌରଭ ଚନ୍ଦ୍ର ମହାନ୍ତି	[230, 239, 311, 251]
logo-letter: K	[55, 17, 66, 34]
tourism-box-columns	[369, 1632, 943, 1694]
contact-label: Mob/ whatsapp :	[26, 967, 109, 980]
date-line: ସେପ୍ଟେମ୍ବର ୨୧, ଶନିବାର ୨୦୨୪	[730, 13, 1002, 37]
article-column: ଅନ୍ୟପକ୍ଷରେ ସୁରକ୍ଷା ବ୍ୟବସ୍ଥା ମଧ୍ୟ କଡ଼ା କରାଯାଇଛି । ସହରର ବିଭିନ୍ନ ସ୍ଥାନରେ ସୁରକ୍ଷା ବାହିନୀ ମୁତୟନ କରାଯାଇଛି । ଯାନ ଚଳାଚଳରେ ମଧ୍ୟ ପରିବର୍ତ୍ତନ କରାଯାଇଛି । ପ୍ରଶାସନ ତରଫରୁ ସମସ୍ତ ପ୍ରସ୍ତୁତି ସମ୍ପୂର୍ଣ୍ଣ ହୋଇଛି । ଲୋକଙ୍କ ସୁବିଧା ପାଇଁ ବିଶେଷ ବସ ସେବା ମଧ୍ୟ ଚଳାଯାଉଛି । ଜନସଭା ସ୍ଥଳରେ ପ୍ରାୟ ଏକ ଲକ୍ଷ ଲୋକ ଏକତ୍ରିତ ହେବେ ବୋଲି ଆକଳନ କରାଯାଉଛି ।	[1256, 108, 1404, 333]
article-column: ଆଗାମୀ ଦିନରେ ସରକାର ଆହୁରି ଅନେକ ଜନହିତକର ଯୋଜନା ଘୋଷଣା କରିବେ ବୋଲି ଆଶା କରାଯାଉଛି । ଯୁବକମାନଙ୍କ ପାଇଁ ନିଯୁକ୍ତି ସୁଯୋଗ ସୃଷ୍ଟି କରିବା ସରକାରଙ୍କ ମୁଖ୍ୟ ଲକ୍ଷ୍ୟ ରହିଛି । ଏଥିପାଇଁ ନୂତନ ଶିଳ୍ପ ସ୍ଥାପନ ଉପରେ ଗୁରୁତ୍ୱ ଦିଆଯାଉଛି ।	[1153, 1127, 1351, 1399]
